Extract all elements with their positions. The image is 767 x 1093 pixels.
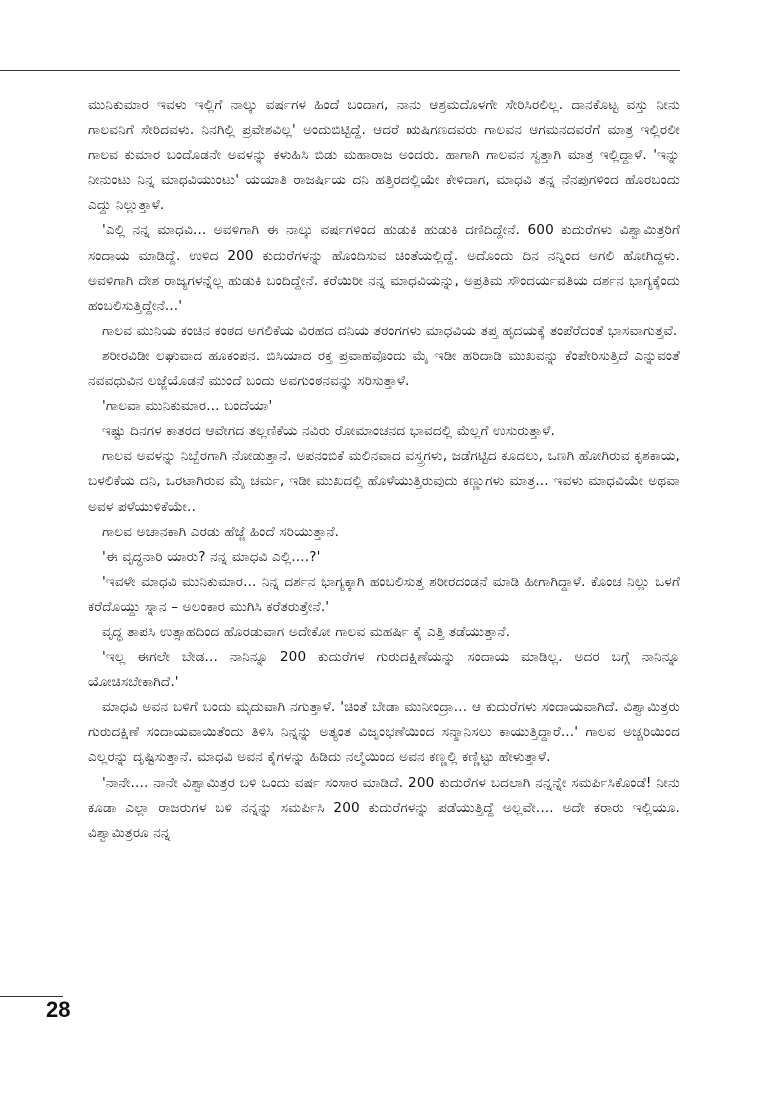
paragraph: ಗಾಲವ ಮುನಿಯ ಕಂಚಿನ ಕಂಠದ ಅಗಲಿಕೆಯ ವಿರಹದ ದನಿಯ ತರಂಗಗಳು ಮಾಧವಿಯ ತಪ್ತ ಹೃದಯಕ್ಕೆ ತಂಪೆರೆದಂತೆ ಭಾಸವಾಗುತ್ತವೆ.	[102, 322, 678, 339]
paragraph: 'ಗಾಲವಾ ಮುನಿಕುಮಾರ... ಬಂದೆಯಾ'	[102, 398, 273, 415]
paragraph: 'ಎಲ್ಲಿ ನನ್ನ ಮಾಧವಿ... ಅವಳಿಗಾಗಿ ಈ ನಾಲ್ಕು ವರ್ಷಗಳಿಂದ ಹುಡುಕಿ ಹುಡುಕಿ ದಣಿದಿದ್ದೇನೆ. 600 ಕುದುರೆಗಳು ವಿಶ್ವಾಮಿತ್ರರಿಗೆ ಸಂದಾಯ ಮಾಡಿದ್ದೆ. ಉಳಿದ 200 ಕುದುರೆಗಳನ್ನು ಹೊಂದಿಸುವ ಚಿಂತೆಯಲ್ಲಿದ್ದೆ. ಅದೊಂದು ದಿನ ನನ್ನಿಂದ ಅಗಲಿ ಹೋಗಿದ್ದಳು. ಅವಳಿಗಾಗಿ ದೇಶ ರಾಜ್ಯಗಳನ್ನೆಲ್ಲ ಹುಡುಕಿ ಬಂದಿದ್ದೇನೆ. ಕರೆಯಿರೀ ನನ್ನ ಮಾಧವಿಯನ್ನು, ಅಪ್ರತಿಮ ಸೌಂದರ್ಯವತಿಯ ದರ್ಶನ ಭಾಗ್ಯಕ್ಕೆಂದು ಹಂಬಲಿಸುತ್ತಿದ್ದೇನೆ...'	[88, 222, 680, 314]
paragraph: ಮಾಧವಿ ಅವನ ಬಳಿಗೆ ಬಂದು ಮೃದುವಾಗಿ ನಗುತ್ತಾಳೆ. 'ಚಿಂತೆ ಬೇಡಾ ಮುನೀಂದ್ರಾ... ಆ ಕುದುರೆಗಳು ಸಂದಾಯವಾಗಿದೆ. ವಿಶ್ವಾಮಿತ್ರರು ಗುರುದಕ್ಷಿಣೆ ಸಂದಾಯವಾಯಿತೆಂದು ತಿಳಿಸಿ ನಿನ್ನನ್ನು ಅತ್ಯಂತ ವಿಜೃಂಭಣೆಯಿಂದ ಸನ್ಮಾನಿಸಲು ಕಾಯುತ್ತಿದ್ದಾರೆ...' ಗಾಲವ ಅಚ್ಚರಿಯಿಂದ ಎಲ್ಲರನ್ನು ದೃಷ್ಟಿಸುತ್ತಾನೆ. ಮಾಧವಿ ಅವನ ಕೈಗಳನ್ನು ಹಿಡಿದು ನಲ್ಮೆಯಿಂದ ಅವನ ಕಣ್ಣಲ್ಲಿ ಕಣ್ಣಿಟ್ಟು ಹೇಳುತ್ತಾಳೆ.	[88, 699, 680, 766]
paragraph: ವೃದ್ಧ ತಾಪಸಿ ಉತ್ಸಾಹದಿಂದ ಹೊರಡುವಾಗ ಅದೇಕೋ ಗಾಲವ ಮಹರ್ಷಿ ಕೈ ಎತ್ತಿ ತಡೆಯುತ್ತಾನೆ.	[102, 623, 511, 640]
paragraph: 'ನಾನೇ.... ನಾನೇ ವಿಶ್ವಾಮಿತ್ರರ ಬಳಿ ಒಂದು ವರ್ಷ ಸಂಸಾರ ಮಾಡಿದೆ. 200 ಕುದುರೆಗಳ ಬದಲಾಗಿ ನನ್ನನ್ನೇ ಸಮರ್ಪಿಸಿಕೊಂಡೆ! ನೀನು ಕೂಡಾ ಎಲ್ಲಾ ರಾಜರುಗಳ ಬಳಿ ನನ್ನನ್ನು ಸಮರ್ಪಿಸಿ 200 ಕುದುರೆಗಳನ್ನು ಪಡೆಯುತ್ತಿದ್ದೆ ಅಲ್ಲವೇ.... ಅದೇ ಕರಾರು ಇಲ್ಲಿಯೂ. ವಿಶ್ವಾಮಿತ್ರರೂ ನನ್ನ	[88, 774, 680, 841]
paragraph: 'ಈ ವೃದ್ಧನಾರಿ ಯಾರು? ನನ್ನ ಮಾಧವಿ ಎಲ್ಲಿ....?'	[102, 548, 321, 565]
paragraph: ಇಷ್ಟು ದಿನಗಳ ಕಾತರದ ಆವೇಗದ ತಲ್ಲಣಿಕೆಯ ನವಿರು ರೋಮಾಂಚನದ ಭಾವದಲ್ಲಿ ಮೆಲ್ಲಗೆ ಉಸುರುತ್ತಾಳೆ.	[102, 423, 555, 440]
paragraph: 'ಇವಳೇ ಮಾಧವಿ ಮುನಿಕುಮಾರ... ನಿನ್ನ ದರ್ಶನ ಭಾಗ್ಯಕ್ಕಾಗಿ ಹಂಬಲಿಸುತ್ತ ಶರೀರದಂಡನೆ ಮಾಡಿ ಹೀಗಾಗಿದ್ದಾಳೆ. ಕೊಂಚ ನಿಲ್ಲು ಒಳಗೆ ಕರೆದೊಯ್ದು ಸ್ನಾನ – ಅಲಂಕಾರ ಮುಗಿಸಿ ಕರೆತರುತ್ತೇನೆ.'	[88, 573, 680, 615]
page-body	[88, 93, 680, 846]
paragraph: ಶರೀರವಿಡೀ ಲಘುವಾದ ಹೂಕಂಪನ. ಬಿಸಿಯಾದ ರಕ್ತ ಪ್ರವಾಹವೊಂದು ಮೈ ಇಡೀ ಹರಿದಾಡಿ ಮುಖವನ್ನು ಕೆಂಪೇರಿಸುತ್ತಿದೆ ಎನ್ನುವಂತೆ ನವವಧುವಿನ ಲಜ್ಜೆಯೊಡನೆ ಮುಂದೆ ಬಂದು ಅವಗುಂಠನವನ್ನು ಸರಿಸುತ್ತಾಳೆ.	[88, 347, 680, 390]
page-number: 28	[46, 997, 71, 1022]
paragraph: ಗಾಲವ ಅವಳನ್ನು ನಿಬ್ಬೆರಗಾಗಿ ನೋಡುತ್ತಾನೆ. ಅಪನಂಬಿಕೆ ಮಲಿನವಾದ ವಸ್ತ್ರಗಳು, ಜಡೆಗಟ್ಟಿದ ಕೂದಲು, ಒಣಗಿ ಹೋಗಿರುವ ಕೃಶಕಾಯ, ಬಳಲಿಕೆಯ ದನಿ, ಒರಟಾಗಿರುವ ಮೈ ಚರ್ಮ, ಇಡೀ ಮುಖದಲ್ಲಿ ಹೊಳೆಯುತ್ತಿರುವುದು ಕಣ್ಣುಗಳು ಮಾತ್ರ... ಇವಳು ಮಾಧವಿಯೇ ಅಥವಾ ಅವಳ ಪಳೆಯುಳಿಕೆಯೇ..	[88, 448, 680, 515]
header-rule	[0, 70, 680, 71]
paragraph: ಗಾಲವ ಅಚಾನಕಾಗಿ ಎರಡು ಹೆಜ್ಜೆ ಹಿಂದೆ ಸರಿಯುತ್ತಾನೆ.	[102, 523, 340, 540]
paragraph: 'ಇಲ್ಲ ಈಗಲೇ ಬೇಡ... ನಾನಿನ್ನೂ 200 ಕುದುರೆಗಳ ಗುರುದಕ್ಷಿಣೆಯನ್ನು ಸಂದಾಯ ಮಾಡಿಲ್ಲ. ಅದರ ಬಗ್ಗೆ ನಾನಿನ್ನೂ ಯೋಚಿಸಬೇಕಾಗಿದೆ.'	[88, 649, 680, 691]
paragraph: ಮುನಿಕುಮಾರ ಇವಳು ಇಲ್ಲಿಗೆ ನಾಲ್ಕು ವರ್ಷಗಳ ಹಿಂದೆ ಬಂದಾಗ, ನಾನು ಆಶ್ರಮದೊಳಗೇ ಸೇರಿಸಿರಲಿಲ್ಲ. ದಾನಕೊಟ್ಟ ವಸ್ತು ನೀನು ಗಾಲವನಿಗೆ ಸೇರಿದವಳು. ನಿನಗಿಲ್ಲಿ ಪ್ರವೇಶವಿಲ್ಲ' ಅಂದುಬಿಟ್ಟಿದ್ದೆ. ಆದರೆ ಋಷಿಗಣದವರು ಗಾಲವನ ಆಗಮನದವರೆಗೆ ಮಾತ್ರ ಇಲ್ಲಿರಲೀ ಗಾಲವ ಕುಮಾರ ಬಂದೊಡನೇ ಅವಳನ್ನು ಕಳುಹಿಸಿ ಬಿಡು ಮಹಾರಾಜ ಅಂದರು. ಹಾಗಾಗಿ ಗಾಲವನ ಸ್ವತ್ತಾಗಿ ಮಾತ್ರ ಇಲ್ಲಿದ್ದಾಳೆ. 'ಇನ್ನು ನೀನುಂಟು ನಿನ್ನ ಮಾಧವಿಯುಂಟು' ಯಯಾತಿ ರಾಜರ್ಷಿಯ ದನಿ ಹತ್ತಿರದಲ್ಲಿಯೇ ಕೇಳಿದಾಗ, ಮಾಧವಿ ತನ್ನ ನೆನಪುಗಳಿಂದ ಹೊರಬಂದು ಎದ್ದು ನಿಲ್ಲುತ್ತಾಳೆ.	[88, 97, 680, 214]
